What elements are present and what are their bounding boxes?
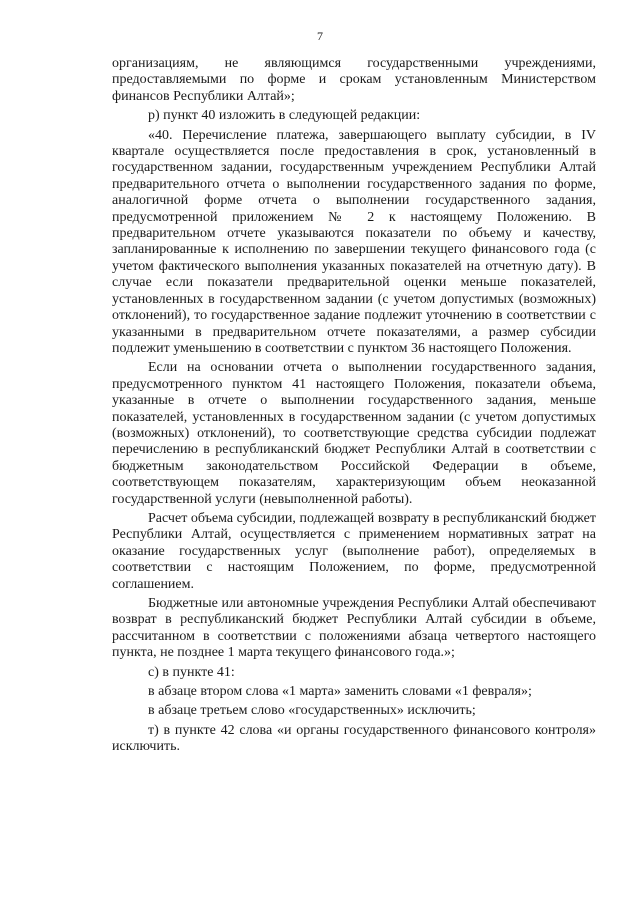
paragraph-abzac-third: в абзаце третьем слово «государственных» исключить;: [148, 703, 476, 719]
page-number: 7: [317, 29, 323, 43]
document-body: [112, 56, 596, 756]
paragraph-abzac-second: в абзаце втором слова «1 марта» заменить словами «1 февраля»;: [148, 684, 532, 700]
paragraph-item-s: с) в пункте 41:: [148, 664, 235, 680]
paragraph-item-t: т) в пункте 42 слова «и органы государственного финансового контроля» исключить.: [112, 722, 596, 755]
paragraph-refund-calculation: Расчет объема субсидии, подлежащей возврату в республиканский бюджет Республики Алтай, осуществляется с применением нормативных затрат на оказание государственных услуг (выполнение работ), определяемых в соответствии с настоящим Положением, по форме, предусмотренной соглашением.: [112, 510, 596, 592]
paragraph-refund-condition: Если на основании отчета о выполнении государственного задания, предусмотренного пунктом 41 настоящего Положения, показатели объема, указанные в отчете о выполнении государственного задания, меньше показателей, установленных в государственном задании (с учетом допустимых (возможных) отклонений), то соответствующие средства субсидии подлежат перечислению в республиканский бюджет Республики Алтай в соответствии с бюджетным законодательством Российской Федерации в объеме, соответствующем показателям, характеризующим объем неоказанной государственной услуги (невыполненной работы).: [112, 360, 596, 507]
paragraph-point-40: «40. Перечисление платежа, завершающего выплату субсидии, в IV квартале осуществляется после предоставления в срок, установленный в государственном задании, государственным учреждением Республики Алтай предварительного отчета о выполнении государственного задания по форме, аналогичной форме отчета о выполнении государственного задания, предусмотренной приложением № 2 к настоящему Положению. В предварительном отчете указываются показатели по объему и качеству, запланированные к исполнению по завершении текущего финансового года (с учетом фактического выполнения указанных показателей на отчетную дату). В случае если показатели предварительной оценки меньше показателей, установленных в государственном задании (с учетом допустимых (возможных) отклонений), то государственное задание подлежит уточнению в соответствии с указанными в предварительном отчете показателями, а размер субсидии подлежит уменьшению в соответствии с пунктом 36 настоящего Положения.: [112, 127, 596, 356]
paragraph-item-r: р) пункт 40 изложить в следующей редакции:: [148, 108, 421, 124]
paragraph-continuation: организациям, не являющимся государственными учреждениями, предоставляемыми по форме и срокам установленным Министерством финансов Республики Алтай»;: [112, 56, 596, 104]
paragraph-refund-deadline: Бюджетные или автономные учреждения Республики Алтай обеспечивают возврат в республиканский бюджет Республики Алтай субсидии в объеме, рассчитанном в соответствии с положениями абзаца четвертого настоящего пункта, не позднее 1 марта текущего финансового года.»;: [112, 596, 596, 661]
